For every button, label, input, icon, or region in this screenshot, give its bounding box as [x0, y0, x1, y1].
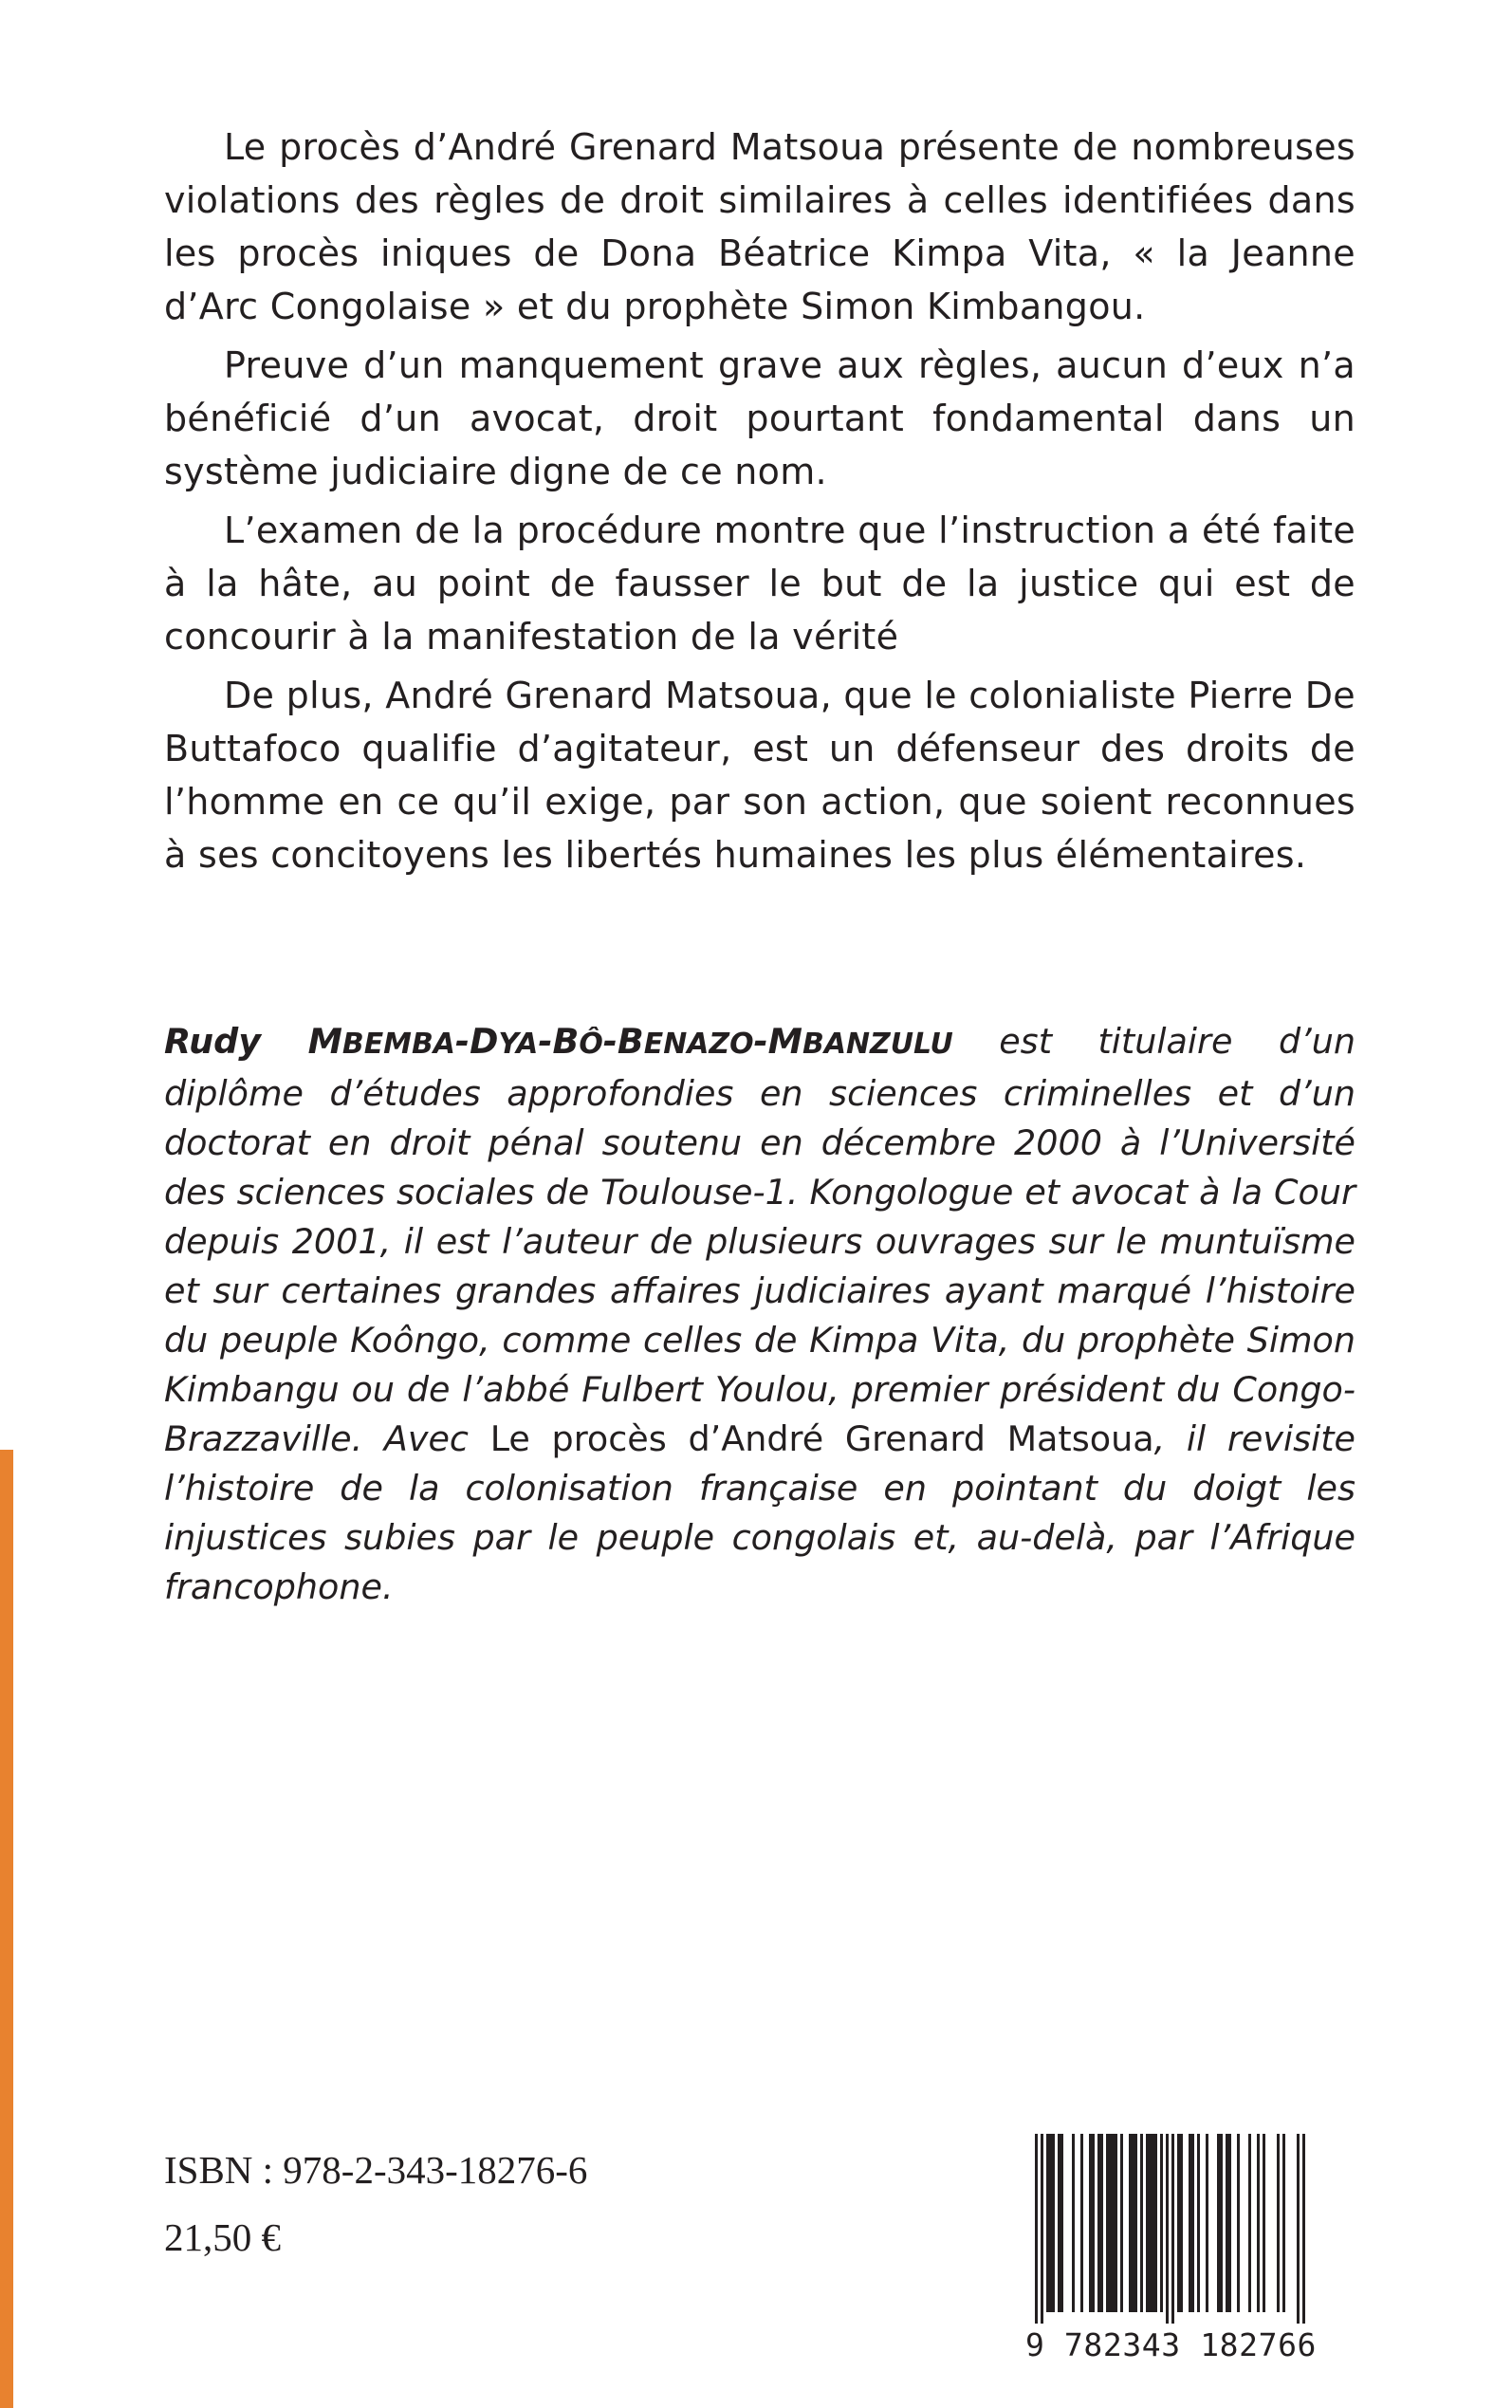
barcode-bar [1177, 2134, 1180, 2312]
barcode-bar [1180, 2134, 1183, 2312]
barcode-bar [1041, 2134, 1043, 2324]
barcode-bar [1097, 2134, 1100, 2312]
barcode-bar [1263, 2134, 1265, 2312]
author-first-name: Rudy [164, 1021, 262, 1062]
barcode-digits: 9 782343 182766 [1025, 2326, 1318, 2363]
barcode-bar [1129, 2134, 1132, 2312]
barcode-bar [1166, 2134, 1169, 2324]
barcode-bar [1100, 2134, 1103, 2312]
barcode-bar [1217, 2134, 1220, 2312]
barcode-bar [1282, 2134, 1285, 2312]
bio-text-end: , il revisite l’histoire de la colonisation française en pointant du doigt les injustices subies par le peuple congolais et, au-delà, par l’Afrique francophone. [164, 1418, 1356, 1607]
author-name: Rudy MBEMBA-DYA-BÔ-BENAZO-MBANZULU [164, 1021, 953, 1062]
author-biography [164, 1017, 1355, 1612]
barcode-bar [1154, 2134, 1157, 2312]
barcode-bar [1220, 2134, 1223, 2312]
barcode-bar [1277, 2134, 1280, 2312]
barcode-bar [1228, 2134, 1231, 2312]
barcode-bar [1072, 2134, 1075, 2312]
barcode-bar [1226, 2134, 1228, 2312]
barcode-bar [1112, 2134, 1115, 2312]
barcode-bar [1052, 2134, 1055, 2312]
summary-paragraph-1: Le procès d’André Grenard Matsoua présente de nombreuses violations des règles de droit similaires à celles identifiées dans les procès iniques de Dona Béatrice Kimpa Vita, « la Jeanne d’Arc Congolaise » et du prophète Simon Kimbangou. [164, 126, 1355, 327]
barcode-bar [1197, 2134, 1200, 2312]
barcode-bar [1248, 2134, 1251, 2312]
summary-paragraph-3: L’examen de la procédure montre que l’instruction a été faite à la hâte, au point de fausser le but de la justice qui est de concourir à la manifestation de la vérité [164, 509, 1355, 658]
barcode-bar [1171, 2134, 1174, 2324]
back-cover-summary [164, 120, 1355, 887]
barcode-bar [1149, 2134, 1152, 2312]
barcode [1025, 2134, 1314, 2324]
barcode-bar [1120, 2134, 1123, 2312]
barcode-bar [1060, 2134, 1063, 2312]
barcode-bar [1297, 2134, 1300, 2324]
barcode-bar [1134, 2134, 1137, 2312]
isbn-label: ISBN : 978-2-343-18276-6 [164, 2148, 588, 2192]
summary-paragraph-4: De plus, André Grenard Matsoua, que le colonialiste Pierre De Buttafoco qualifie d’agitateur, est un défenseur des droits de l’homme en ce qu’il exige, par son action, que soient reconnues à ses concitoyens les libertés humaines les plus élémentaires. [164, 675, 1355, 876]
barcode-bar [1109, 2134, 1112, 2312]
barcode-bar [1132, 2134, 1134, 2312]
orange-accent-strip [0, 1450, 13, 2408]
barcode-bar [1046, 2134, 1049, 2312]
barcode-bar [1092, 2134, 1095, 2312]
barcode-bar [1191, 2134, 1194, 2312]
bio-text: est titulaire d’un diplôme d’études approfondies en sciences criminelles et d’un doctorat en droit pénal soutenu en décembre 2000 à l’Université des sciences sociales de Toulouse-1. Kongologue et avocat à la Cour depuis 2001, il est l’auteur de plusieurs ouvrages sur le muntuïsme et sur certaines grandes affaires judiciaires ayant marqué l’histoire du peuple Koôngo, comme celles de Kimpa Vita, du prophète Simon Kimbangu ou de l’abbé Fulbert Youlou, premier président du Congo-Brazzaville. Avec [164, 1021, 1355, 1459]
barcode-bar [1080, 2134, 1083, 2312]
barcode-bar [1146, 2134, 1149, 2312]
price-label: 21,50 € [164, 2215, 281, 2259]
barcode-bar [1237, 2134, 1240, 2312]
barcode-bar [1257, 2134, 1260, 2312]
barcode-bar [1115, 2134, 1117, 2312]
barcode-bars [1025, 2134, 1314, 2324]
barcode-bar [1160, 2134, 1163, 2312]
barcode-bar [1206, 2134, 1208, 2312]
barcode-bar [1189, 2134, 1191, 2312]
barcode-bar [1106, 2134, 1109, 2312]
barcode-bar [1049, 2134, 1052, 2312]
barcode-bar [1152, 2134, 1154, 2312]
book-title: Le procès d’André Grenard Matsoua [489, 1418, 1154, 1459]
barcode-bar [1302, 2134, 1305, 2324]
barcode-bar [1140, 2134, 1143, 2312]
barcode-bar [1035, 2134, 1038, 2324]
summary-paragraph-2: Preuve d’un manquement grave aux règles, aucun d’eux n’a bénéficié d’un avocat, droit pourtant fondamental dans un système judiciaire digne de ce nom. [164, 344, 1355, 492]
barcode-bar [1058, 2134, 1060, 2312]
barcode-bar [1089, 2134, 1092, 2312]
